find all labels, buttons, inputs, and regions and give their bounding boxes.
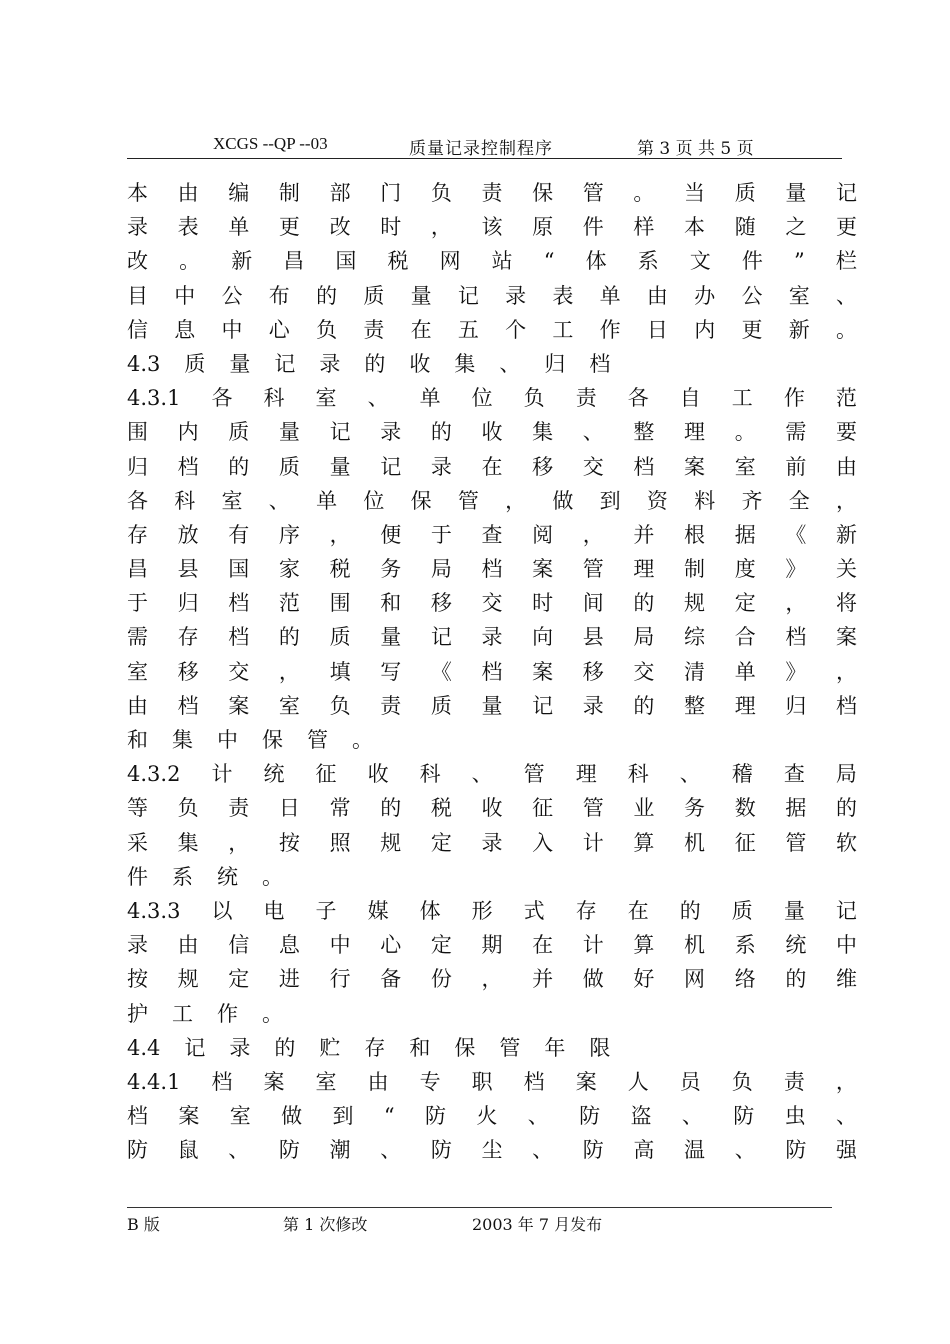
page-number: 第 3 页 共 5 页: [637, 139, 754, 159]
text-line: 由 档 案 室 负 责 质 量 记 录 的 整 理 归 档: [127, 693, 857, 718]
text-line: 信 息 中 心 负 责 在 五 个 工 作 日 内 更 新 。: [127, 317, 857, 342]
text-line: 4.4.1 档 案 室 由 专 职 档 案 人 员 负 责 ，: [127, 1069, 857, 1094]
text-line: 防 鼠 、 防 潮 、 防 尘 、 防 高 温 、 防 强: [127, 1138, 857, 1163]
text-line: 需 存 档 的 质 量 记 录 向 县 局 综 合 档 案: [127, 625, 857, 650]
release-date: 2003 年 7 月发布: [472, 1215, 603, 1234]
section-heading: 4.4 记 录 的 贮 存 和 保 管 年 限: [127, 1035, 611, 1060]
text-line: 件 系 统 。: [127, 864, 283, 889]
section-heading: 4.3 质 量 记 录 的 收 集 、 归 档: [127, 351, 611, 376]
text-line: 护 工 作 。: [127, 1001, 283, 1026]
text-line: 围 内 质 量 记 录 的 收 集 、 整 理 。 需 要: [127, 420, 857, 445]
text-line: 档 案 室 做 到 “ 防 火 、 防 盗 、 防 虫 、: [127, 1104, 857, 1129]
document-title: 质量记录控制程序: [409, 139, 553, 159]
document-code: XCGS --QP --03: [213, 134, 328, 153]
text-line: 采 集 ， 按 照 规 定 录 入 计 算 机 征 管 软: [127, 830, 857, 855]
text-line: 录 由 信 息 中 心 定 期 在 计 算 机 系 统 中: [127, 933, 857, 958]
text-line: 昌 县 国 家 税 务 局 档 案 管 理 制 度 》 关: [127, 557, 857, 582]
text-line: 目 中 公 布 的 质 量 记 录 表 单 由 办 公 室 、: [127, 283, 857, 308]
text-line: 4.3.1 各 科 室 、 单 位 负 责 各 自 工 作 范: [127, 386, 857, 411]
document-body: [127, 176, 857, 1167]
text-line: 4.3.3 以 电 子 媒 体 形 式 存 在 的 质 量 记: [127, 898, 857, 923]
text-line: 按 规 定 进 行 备 份 ， 并 做 好 网 络 的 维: [127, 967, 857, 992]
text-line: 改 。 新 昌 国 税 网 站 “ 体 系 文 件 ” 栏: [127, 249, 857, 274]
text-line: 归 档 的 质 量 记 录 在 移 交 档 案 室 前 由: [127, 454, 857, 479]
text-line: 本 由 编 制 部 门 负 责 保 管 。 当 质 量 记: [127, 181, 857, 205]
text-line: 存 放 有 序 ， 便 于 查 阅 ， 并 根 据 《 新: [127, 522, 857, 547]
page-footer: [127, 1207, 832, 1238]
revision-label: 第 1 次修改: [283, 1215, 368, 1234]
text-line: 录 表 单 更 改 时 ， 该 原 件 样 本 随 之 更: [127, 215, 857, 240]
text-line: 室 移 交 ， 填 写 《 档 案 移 交 清 单 》 ，: [127, 659, 857, 684]
text-line: 各 科 室 、 单 位 保 管 ， 做 到 资 料 齐 全 ，: [127, 488, 857, 513]
page-header: [127, 130, 842, 159]
text-line: 于 归 档 范 围 和 移 交 时 间 的 规 定 ， 将: [127, 591, 857, 616]
text-line: 4.3.2 计 统 征 收 科 、 管 理 科 、 稽 查 局: [127, 762, 857, 787]
text-line: 和 集 中 保 管 。: [127, 728, 373, 752]
version-label: B 版: [127, 1215, 160, 1234]
text-line: 等 负 责 日 常 的 税 收 征 管 业 务 数 据 的: [127, 796, 857, 821]
